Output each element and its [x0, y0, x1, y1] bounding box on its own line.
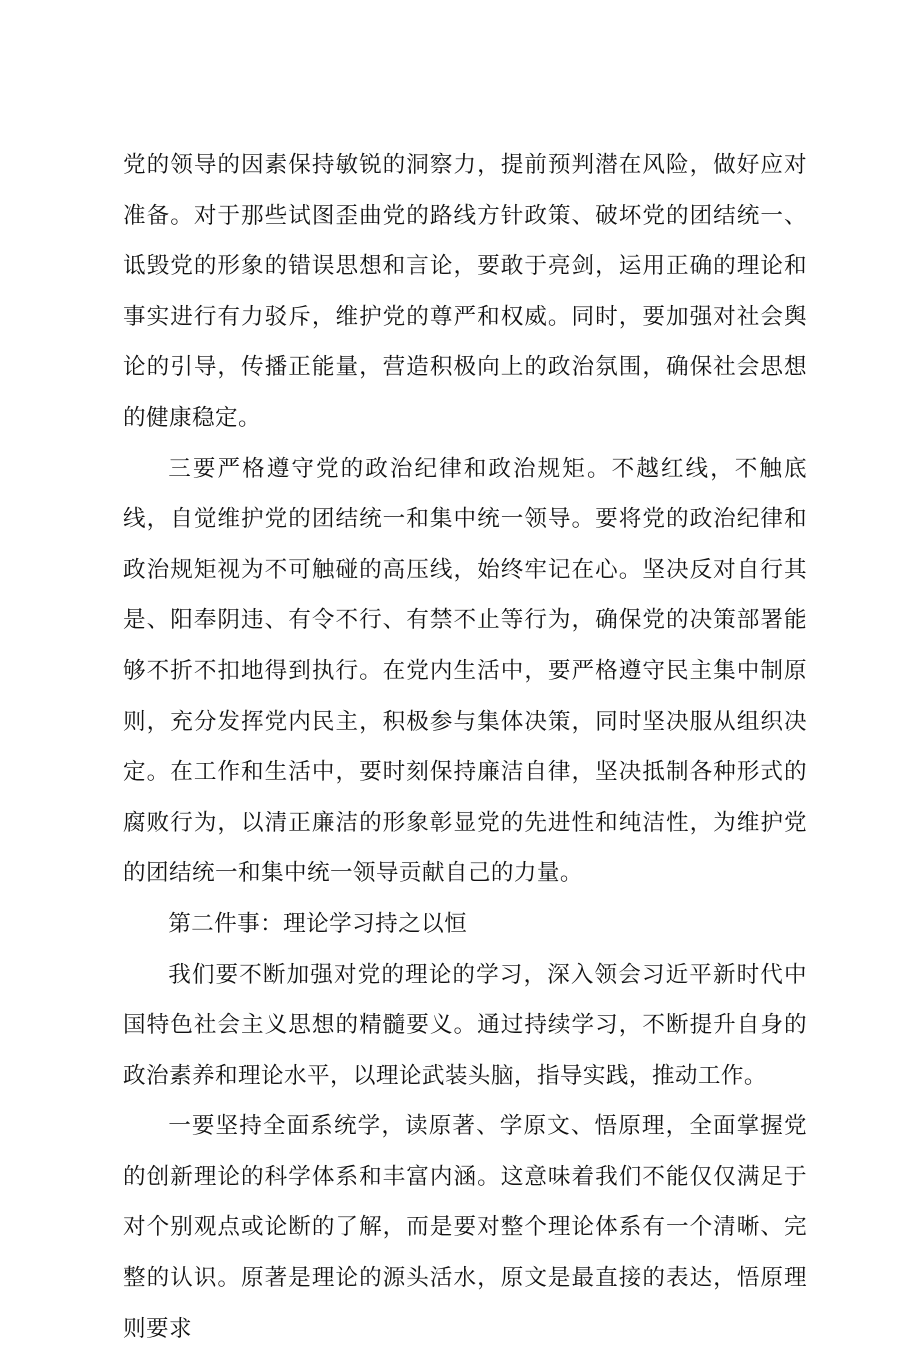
paragraph-theory-study-intro: 我们要不断加强对党的理论的学习，深入领会习近平新时代中国特色社会主义思想的精髓要义。通过持续学习，不断提升自身的政治素养和理论水平，以理论武装头脑，指导实践，推动工作。 [123, 961, 807, 1089]
paragraph-political-discipline: 三要严格遵守党的政治纪律和政治规矩。不越红线，不触底线，自觉维护党的团结统一和集中统一领导。要将党的政治纪律和政治规矩视为不可触碰的高压线，始终牢记在心。坚决反对自行其是、阳奉阴违、有令不行、有禁不止等行为，确保党的决策部署能够不折不扣地得到执行。在党内生活中，要严格遵守民主集中制原则，充分发挥党内民主，积极参与集体决策，同时坚决服从组织决定。在工作和生活中，要时刻保持廉洁自律，坚决抵制各种形式的腐败行为，以清正廉洁的形象彰显党的先进性和纯洁性，为维护党的团结统一和集中统一领导贡献自己的力量。 [123, 455, 807, 887]
paragraph-systematic-study: 一要坚持全面系统学，读原著、学原文、悟原理，全面掌握党的创新理论的科学体系和丰富内涵。这意味着我们不能仅仅满足于对个别观点或论断的了解，而是要对整个理论体系有一个清晰、完整的认识。原著是理论的源头活水，原文是最直接的表达，悟原理则要求 [123, 1113, 807, 1342]
paragraph-continued: 党的领导的因素保持敏锐的洞察力，提前预判潜在风险，做好应对准备。对于那些试图歪曲党的路线方针政策、破坏党的团结统一、诋毁党的形象的错误思想和言论，要敢于亮剑，运用正确的理论和事实进行有力驳斥，维护党的尊严和权威。同时，要加强对社会舆论的引导，传播正能量，营造积极向上的政治氛围，确保社会思想的健康稳定。 [123, 152, 807, 431]
section-heading-theory-study: 第二件事：理论学习持之以恒 [168, 910, 468, 937]
document-body [123, 140, 807, 1354]
